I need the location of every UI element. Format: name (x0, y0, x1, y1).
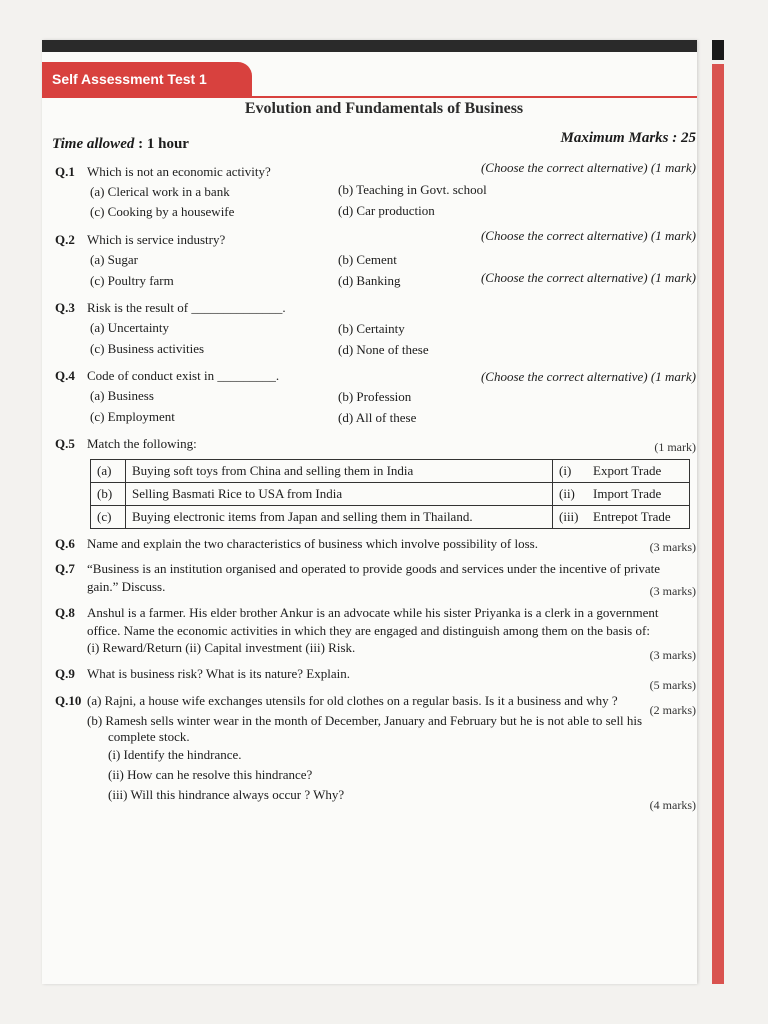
row-text: Selling Basmati Rice to USA from India (126, 483, 553, 506)
question-text: (a) Rajni, a house wife exchanges utensils for old clothes on a regular basis. Is it a business and why ? (87, 693, 618, 708)
marks-hint: (Choose the correct alternative) (1 mark) (480, 160, 696, 175)
question-8-cont: office. Name the economic activities in which they are engaged and distinguish among them on the basis of: (87, 623, 650, 638)
option-c: (c) Cooking by a housewife (90, 204, 235, 219)
option-d: (d) All of these (338, 410, 417, 425)
option-c: (c) Business activities (90, 341, 205, 356)
question-number: Q.6 (55, 536, 75, 551)
banner-rule (42, 96, 697, 98)
question-6 (55, 535, 538, 553)
question-2 (55, 231, 225, 249)
row-text: Buying soft toys from China and selling them in India (126, 460, 553, 483)
marks-label: (1 mark) (654, 440, 696, 454)
table-row (91, 506, 690, 529)
option-c: (c) Poultry farm (90, 273, 174, 288)
match-table (90, 459, 690, 529)
table-row (91, 483, 690, 506)
time-label: Time allowed (52, 136, 135, 152)
question-8 (55, 604, 695, 622)
row-label: (b) (91, 483, 126, 506)
question-text: Which is service industry? (87, 232, 226, 247)
question-number: Q.4 (55, 368, 75, 383)
question-text: Name and explain the two characteristics of business which involve possibility of loss. (87, 536, 538, 551)
row-label: (a) (91, 460, 126, 483)
question-number: Q.1 (55, 164, 75, 179)
question-text: What is business risk? What is its nature? Explain. (87, 666, 350, 681)
question-number: Q.9 (55, 666, 75, 681)
section-banner: Self Assessment Test 1 (42, 62, 252, 96)
sub-question: (i) Identify the hindrance. (108, 747, 242, 762)
marks-hint: (Choose the correct alternative) (1 mark) (480, 369, 696, 384)
time-value: : 1 hour (138, 136, 189, 152)
question-5 (55, 435, 197, 453)
sub-question: (iii) Will this hindrance always occur ? Why? (108, 787, 345, 802)
marks-label: (3 marks) (649, 648, 696, 662)
question-7 (55, 560, 695, 578)
question-text: Match the following: (87, 436, 197, 451)
match-label: (iii) (553, 506, 588, 529)
question-number: Q.3 (55, 300, 75, 315)
question-text: Risk is the result of ______________. (87, 300, 286, 315)
option-a: (a) Sugar (90, 252, 139, 267)
marks-hint: (Choose the correct alternative) (1 mark) (480, 270, 696, 285)
option-d: (d) Car production (338, 203, 435, 218)
match-label: (i) (553, 460, 588, 483)
match-text: Export Trade (587, 460, 690, 483)
question-number: Q.2 (55, 232, 75, 247)
top-dark-strip (42, 40, 697, 52)
marks-hint: (Choose the correct alternative) (1 mark) (480, 228, 696, 243)
marks-label: (3 marks) (649, 540, 696, 554)
question-text: Which is not an economic activity? (87, 164, 271, 179)
row-text: Buying electronic items from Japan and selling them in Thailand. (126, 506, 553, 529)
match-label: (ii) (553, 483, 588, 506)
question-9 (55, 665, 350, 683)
maximum-marks: Maximum Marks : 25 (560, 130, 696, 146)
marks-label: (3 marks) (649, 584, 696, 598)
option-a: (a) Business (90, 388, 154, 403)
question-10b-cont: complete stock. (108, 729, 190, 744)
question-4 (55, 367, 279, 385)
marks-label: (4 marks) (649, 798, 696, 812)
question-7-cont: gain.” Discuss. (87, 579, 166, 594)
question-10 (55, 692, 618, 710)
option-b: (b) Certainty (338, 321, 405, 336)
option-a: (a) Uncertainty (90, 320, 170, 335)
question-number: Q.7 (55, 561, 75, 576)
question-number: Q.10 (55, 693, 82, 708)
question-1 (55, 163, 271, 181)
option-a: (a) Clerical work in a bank (90, 184, 230, 199)
table-row (91, 460, 690, 483)
edge-marker (712, 40, 724, 60)
marks-label: (5 marks) (649, 678, 696, 692)
match-text: Import Trade (587, 483, 690, 506)
option-d: (d) None of these (338, 342, 429, 357)
page-title: Evolution and Fundamentals of Business (244, 100, 524, 117)
option-b: (b) Teaching in Govt. school (338, 182, 487, 197)
question-number: Q.5 (55, 436, 75, 451)
option-d: (d) Banking (338, 273, 401, 288)
question-text: Anshul is a farmer. His elder brother Ankur is an advocate while his sister Priyanka is a clerk in a government (87, 605, 659, 620)
question-text: Code of conduct exist in _________. (87, 368, 280, 383)
match-text: Entrepot Trade (587, 506, 690, 529)
row-label: (c) (91, 506, 126, 529)
question-3 (55, 299, 286, 317)
question-number: Q.8 (55, 605, 75, 620)
time-allowed (52, 136, 189, 153)
option-c: (c) Employment (90, 409, 175, 424)
question-10b: (b) Ramesh sells winter wear in the month of December, January and February but he is not able to sell his (87, 713, 643, 728)
sub-question: (ii) How can he resolve this hindrance? (108, 767, 313, 782)
option-b: (b) Profession (338, 389, 412, 404)
option-b: (b) Cement (338, 252, 397, 267)
edge-red-bar (712, 64, 724, 984)
marks-label: (2 marks) (649, 703, 696, 717)
question-text: “Business is an institution organised and operated to provide goods and services under the incentive of private (87, 561, 661, 576)
question-8-cont: (i) Reward/Return (ii) Capital investment (iii) Risk. (87, 640, 356, 655)
